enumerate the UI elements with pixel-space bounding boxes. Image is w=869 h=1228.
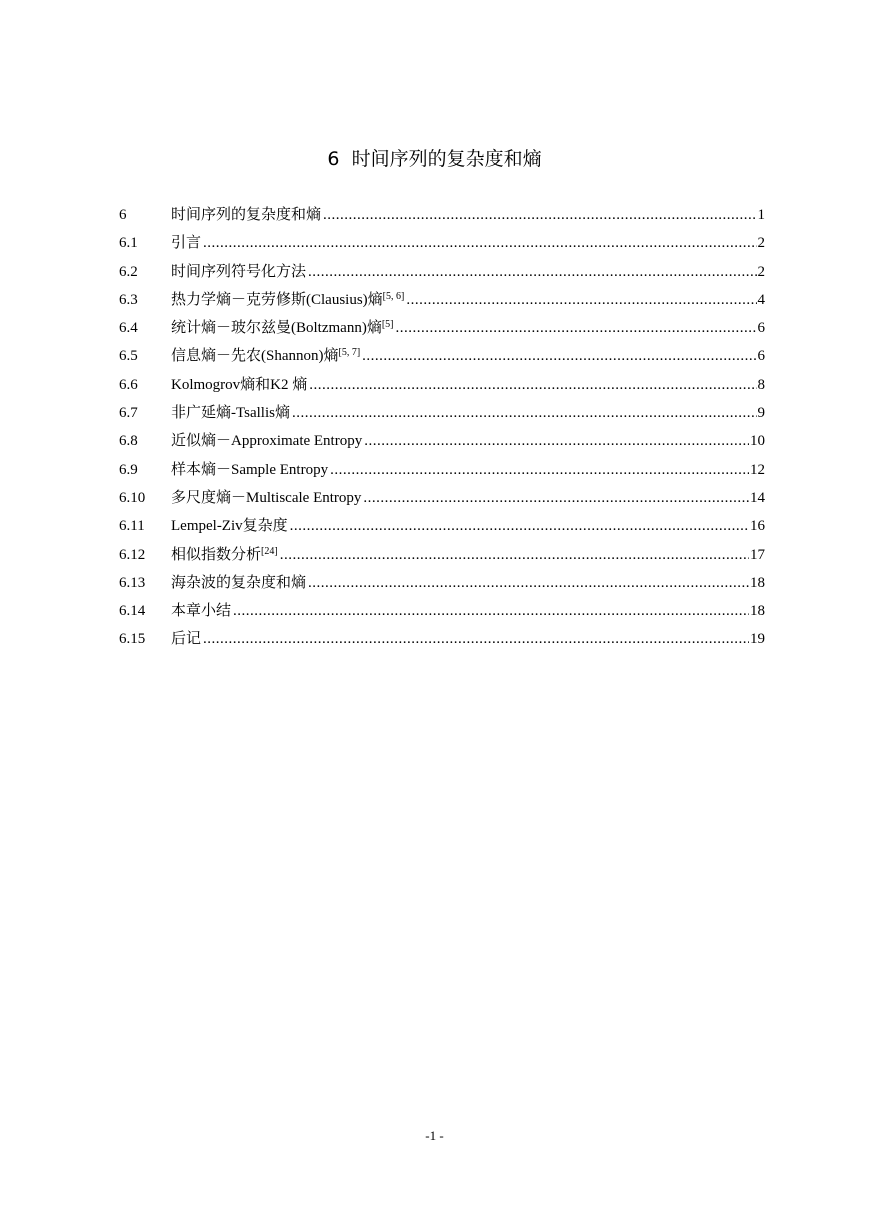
citation-superscript: [5] [381, 319, 394, 331]
toc-entry-page: 16 [750, 518, 765, 535]
page-number-footer: -1 - [425, 1128, 444, 1143]
toc-entry[interactable] [119, 342, 765, 370]
toc-entry[interactable] [119, 597, 765, 625]
toc-entry-number: 6.12 [119, 546, 146, 563]
toc-entry-title: 引言 [171, 235, 202, 252]
dot-leader [362, 342, 756, 370]
dot-leader [308, 569, 749, 597]
toc-entry-page: 2 [757, 235, 765, 252]
citation-superscript: [24] [261, 545, 278, 557]
toc-entry-title: 热力学熵－克劳修斯(Clausius)熵[5, 6] [171, 290, 405, 308]
toc-entry-page: 19 [750, 631, 765, 648]
dot-leader [290, 512, 749, 540]
dot-leader [203, 625, 749, 653]
toc-entry-number: 6.15 [119, 631, 146, 648]
toc-entry[interactable] [119, 569, 765, 597]
toc-entry-page: 4 [757, 291, 765, 308]
dot-leader [323, 201, 756, 229]
toc-entry-page: 9 [757, 405, 765, 422]
toc-entry-title: 时间序列符号化方法 [171, 263, 307, 280]
citation-superscript: [5, 6] [382, 290, 405, 302]
toc-entry-title: 样本熵－Sample Entropy [171, 461, 329, 478]
toc-entry-number: 6.9 [119, 461, 138, 478]
toc-entry-number: 6.4 [119, 320, 138, 337]
toc-entry[interactable] [119, 427, 765, 455]
dot-leader [396, 314, 757, 342]
toc-entry-title: 统计熵－玻尔兹曼(Boltzmann)熵[5] [171, 319, 394, 337]
toc-entry-title: 近似熵－Approximate Entropy [171, 433, 363, 450]
toc-entry-page: 6 [757, 348, 765, 365]
toc-entry-number: 6.2 [119, 263, 138, 280]
toc-entry[interactable] [119, 229, 765, 257]
toc-entry-page: 2 [757, 263, 765, 280]
citation-superscript: [5, 7] [338, 347, 361, 359]
toc-entry[interactable] [119, 484, 765, 512]
toc-entry[interactable] [119, 201, 765, 229]
chapter-title: 6 时间序列的复杂度和熵 [327, 148, 542, 170]
toc-entry-page: 8 [757, 376, 765, 393]
toc-entry[interactable] [119, 371, 765, 399]
toc-entry-title: 多尺度熵－Multiscale Entropy [171, 489, 362, 506]
toc-entry-number: 6.6 [119, 376, 138, 393]
toc-entry-number: 6.5 [119, 348, 138, 365]
dot-leader [330, 456, 749, 484]
dot-leader [364, 427, 749, 455]
toc-entry-number: 6.8 [119, 433, 138, 450]
toc-entry-number: 6.3 [119, 291, 138, 308]
toc-entry-page: 6 [757, 320, 765, 337]
dot-leader [280, 541, 749, 569]
toc-entry-title: 后记 [171, 631, 202, 648]
toc-entry[interactable] [119, 286, 765, 314]
toc-entry-number: 6.7 [119, 405, 138, 422]
toc-entry-title: 相似指数分析[24] [171, 545, 278, 563]
toc-entry-title: 信息熵－先农(Shannon)熵[5, 7] [171, 347, 361, 365]
toc-entry-number: 6.1 [119, 235, 138, 252]
toc-entry-title: 本章小结 [171, 603, 232, 620]
toc-entry[interactable] [119, 512, 765, 540]
toc-entry-page: 1 [757, 207, 765, 223]
table-of-contents [119, 201, 765, 654]
dot-leader [308, 258, 756, 286]
toc-entry-title: 时间序列的复杂度和熵 [171, 207, 322, 223]
toc-entry-page: 12 [750, 461, 765, 478]
toc-entry[interactable] [119, 314, 765, 342]
toc-entry-page: 17 [750, 546, 765, 563]
toc-entry-page: 18 [750, 574, 765, 591]
toc-entry[interactable] [119, 456, 765, 484]
dot-leader [233, 597, 749, 625]
toc-entry-page: 18 [750, 603, 765, 620]
toc-entry-number: 6 [119, 207, 127, 223]
toc-entry-page: 10 [750, 433, 765, 450]
toc-entry-title: Kolmogrov熵和K2 熵 [171, 376, 308, 393]
toc-entry[interactable] [119, 541, 765, 569]
toc-entry-title: 海杂波的复杂度和熵 [171, 574, 307, 591]
dot-leader [363, 484, 749, 512]
toc-entry-number: 6.14 [119, 603, 146, 620]
toc-entry-page: 14 [750, 489, 765, 506]
toc-entry[interactable] [119, 399, 765, 427]
dot-leader [292, 399, 757, 427]
dot-leader [309, 371, 756, 399]
toc-entry-title: 非广延熵-Tsallis熵 [171, 405, 290, 422]
toc-entry[interactable] [119, 625, 765, 653]
toc-entry-number: 6.11 [119, 518, 145, 535]
dot-leader [406, 286, 756, 314]
dot-leader [203, 229, 756, 257]
toc-entry-number: 6.13 [119, 574, 146, 591]
toc-entry-number: 6.10 [119, 489, 146, 506]
toc-entry-title: Lempel-Ziv复杂度 [171, 518, 288, 535]
toc-entry[interactable] [119, 258, 765, 286]
